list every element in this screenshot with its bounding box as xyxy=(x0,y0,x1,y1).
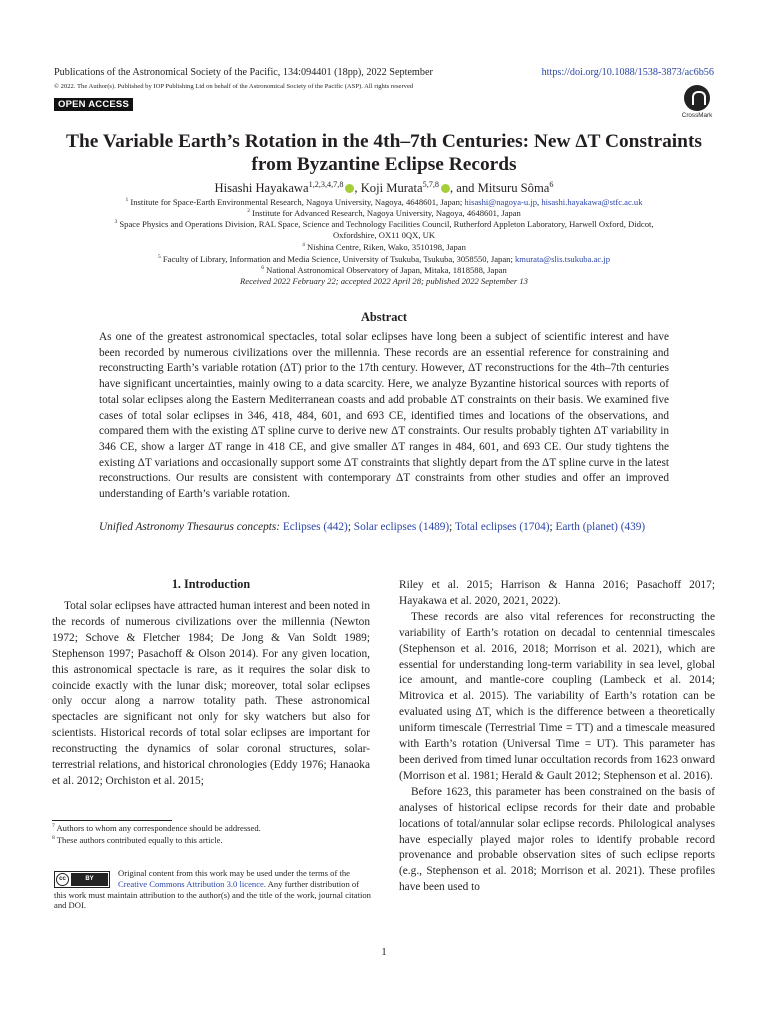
intro-paragraph: Before 1623, this parameter has been constrained on the basis of analyses of historical eclipse records for their date and probable locations of total/annular solar eclipse records. Philological analyses have especially played major roles to identify probable record provenance and probable observation sites of such eclipse reports (e.g., Stephenson et al. 2018; Morrison et al. 2021). These profiles have been used to xyxy=(399,785,715,894)
affiliation-2 xyxy=(40,208,728,219)
abstract-heading: Abstract xyxy=(360,310,408,324)
footnote-text: Authors to whom any correspondence should be addressed. xyxy=(54,823,261,833)
author-name: Mitsuru Sôma xyxy=(477,181,550,195)
copyright-line: © 2022. The Author(s). Published by IOP Publishing Ltd on behalf of the Astronomical Society of the Pacific (ASP). All rights reserved xyxy=(54,83,414,90)
affiliation-number: 5 xyxy=(157,254,161,261)
author-separator: , xyxy=(354,181,361,195)
author-affiliation-marks: 6 xyxy=(549,179,554,189)
section-heading: 1. Introduction xyxy=(171,577,251,591)
author-list xyxy=(0,181,768,196)
affiliation-number: 2 xyxy=(247,208,250,215)
intro-paragraph: Riley et al. 2015; Harrison & Hanna 2016; Pasachoff 2017; Hayakawa et al. 2020, 2021, 2022). xyxy=(399,579,715,607)
footnote-8 xyxy=(52,835,370,846)
crossmark-label: CrossMark xyxy=(681,112,713,119)
separator: ; xyxy=(449,521,455,533)
license-notice xyxy=(54,868,372,911)
author-affiliation-marks: 1,2,3,4,7,8 xyxy=(308,179,344,189)
doi-link[interactable]: https://doi.org/10.1088/1538-3873/ac6b56 xyxy=(541,67,714,78)
uat-label: Unified Astronomy Thesaurus concepts: xyxy=(99,521,283,533)
affiliation-number: 1 xyxy=(125,197,129,204)
author-name: Koji Murata xyxy=(360,181,423,195)
footnote-text: These authors contributed equally to this article. xyxy=(54,835,223,845)
affiliation-number: 3 xyxy=(114,219,118,226)
crossmark-button[interactable] xyxy=(679,85,715,119)
affiliation-3 xyxy=(40,219,728,240)
affiliation-number: 6 xyxy=(261,265,265,272)
separator: ; xyxy=(549,521,556,533)
affiliation-text: Faculty of Library, Information and Media Science, University of Tsukuba, Tsukuba, 3058550, Japan; xyxy=(160,254,515,264)
footnote-number: 7 xyxy=(52,823,55,830)
affiliation-text: National Astronomical Observatory of Japan, Mitaka, 1818588, Japan xyxy=(264,265,507,275)
email-link[interactable]: hisashi.hayakawa@stfc.ac.uk xyxy=(541,197,643,207)
affiliation-1 xyxy=(40,197,728,208)
page-number: 1 xyxy=(381,946,387,958)
intro-paragraph: Total solar eclipses have attracted human interest and been noted in the records of numerous civilizations over the millennia (Newton 1972; Schove & Fletcher 1984; De Jong & Van Soldt 1989; Stephenson 1997; Pasachoff & Olson 2014). For any given location, this astronomical spectacle is rare, as it requires the solar disk to coincide exactly with the lunar disk; moreover, total solar eclipses only occur along a narrow totality path. These astronomical spectacles are significant not only for sky watchers but also for scientists. Historical records of total solar eclipses are important for reconstructing the dynamics of solar coronal structures, solar-terrestrial relations, and historical chronologies (Eddy 1976; Hanaoka et al. 2012; Orchiston et al. 2015; xyxy=(52,600,371,787)
separator: ; xyxy=(347,521,354,533)
by-icon: BY xyxy=(71,873,108,886)
intro-paragraph: These records are also vital references for reconstructing the variability of Earth’s rotation on decadal to centennial timescales (Stephenson et al. 2016, 2018; Morrison et al. 2021), which are essential for understanding long-term variability in sea level, global ice amount, and mantle-core coupling (Lambeck et al. 2014; Mitrovica et al. 2015). The variability of Earth’s rotation can be evaluated using ΔT, which is the difference between a theoretically uniform timescale (Terrestrial Time = TT) and a timescale measured with Earth’s rotation (Universal Time = UT). This parameter has been derived from timed lunar occultation records from 1623 onward (Morrison et al. 1981; Herald & Gault 2012; Stephenson et al. 2016). xyxy=(399,610,715,782)
affiliation-5 xyxy=(40,254,728,265)
title-line-2: from Byzantine Eclipse Records xyxy=(251,154,517,175)
affiliation-text: Oxfordshire, OX11 0QX, UK xyxy=(332,229,436,240)
author-name: Hisashi Hayakawa xyxy=(214,181,309,195)
author-affiliation-marks: 5,7,8 xyxy=(422,179,439,189)
uat-concepts xyxy=(99,519,669,536)
right-column xyxy=(399,578,715,896)
uat-link[interactable]: Total eclipses (1704) xyxy=(454,521,550,533)
uat-link[interactable]: Earth (planet) (439) xyxy=(555,521,646,533)
open-access-badge: OPEN ACCESS xyxy=(54,98,133,111)
affiliation-text: Space Physics and Operations Division, RAL Space, Science and Technology Facilities Council, Rutherford Appleton Laboratory, Harwell Oxford, Didcot, xyxy=(117,219,654,229)
license-text: Original content from this work may be used under the terms of the xyxy=(118,868,350,878)
uat-link[interactable]: Eclipses (442) xyxy=(282,521,348,533)
received-dates: Received 2022 February 22; accepted 2022 April 28; published 2022 September 13 xyxy=(240,276,528,286)
abstract-text: As one of the greatest astronomical spectacles, total solar eclipses have long been a subject of scientific interest and have been recorded by numerous civilizations over the millennia. These records are an essential reference for constraining and reconstructing Earth’s variable rotation (ΔT) prior to the 17th century. However, ΔT reconstructions for the 4th–7th centuries have significant uncertainties, mainly owing to a data scarcity. Here, we analyze Byzantine historical sources with reports of total solar eclipses along the Eastern Mediterranean coasts and add probable ΔT constraints on their basis. We examined five cases of total solar eclipses in 346, 418, 484, 601, and 693 CE, identified times and locations of the observations, and compared them with the existing ΔT spline curve to derive new ΔT constraints. Our results probably tighten ΔT variability in 346 CE, show a larger ΔT range in 418 CE, and give smaller ΔT ranges in 484, 601, and 693 CE. Our study tightens the existing ΔT variations and occasionally support some ΔT constraints that slightly depart from the ΔT spline curve in the latest reconstructions. Our results are consistent with contemporary ΔT constraints from other studies and offer an improved understanding of Earth’s variable rotation. xyxy=(99,331,669,501)
footnote-7 xyxy=(52,823,370,834)
uat-link[interactable]: Solar eclipses (1489) xyxy=(353,521,450,533)
affiliation-text: Institute for Space-Earth Environmental Research, Nagoya University, Nagoya, 4648601, Japan; xyxy=(128,197,465,207)
separator: , xyxy=(537,197,542,207)
title-line-1: The Variable Earth’s Rotation in the 4th–7th Centuries: New ΔT Constraints xyxy=(66,131,702,152)
affiliation-4 xyxy=(40,242,728,253)
license-link[interactable]: Creative Commons Attribution 3.0 licence xyxy=(118,878,264,889)
affiliation-number: 4 xyxy=(302,242,305,249)
email-link[interactable]: hisashi@nagoya-u.jp xyxy=(464,197,538,207)
affiliation-text: Institute for Advanced Research, Nagoya University, Nagoya, 4648601, Japan xyxy=(250,208,521,218)
license-text: . Any further distribution of this work must maintain attribution to the author(s) and the title of the work, journal citation and DOI. xyxy=(54,878,371,911)
footnote-rule xyxy=(52,820,172,821)
email-link[interactable]: kmurata@slis.tsukuba.ac.jp xyxy=(515,254,611,264)
crossmark-icon xyxy=(684,85,710,111)
author-separator: , and xyxy=(449,181,478,195)
paper-title xyxy=(40,130,728,176)
affiliation-6 xyxy=(40,265,728,276)
journal-citation: Publications of the Astronomical Society of the Pacific, 134:094401 (18pp), 2022 September xyxy=(54,67,433,78)
cc-icon: cc xyxy=(56,873,69,886)
affiliation-text: Nishina Centre, Riken, Wako, 3510198, Japan xyxy=(304,242,466,252)
footnote-number: 8 xyxy=(52,835,55,842)
left-column xyxy=(52,599,370,790)
orcid-icon[interactable] xyxy=(441,184,450,193)
journal-header xyxy=(54,67,714,78)
